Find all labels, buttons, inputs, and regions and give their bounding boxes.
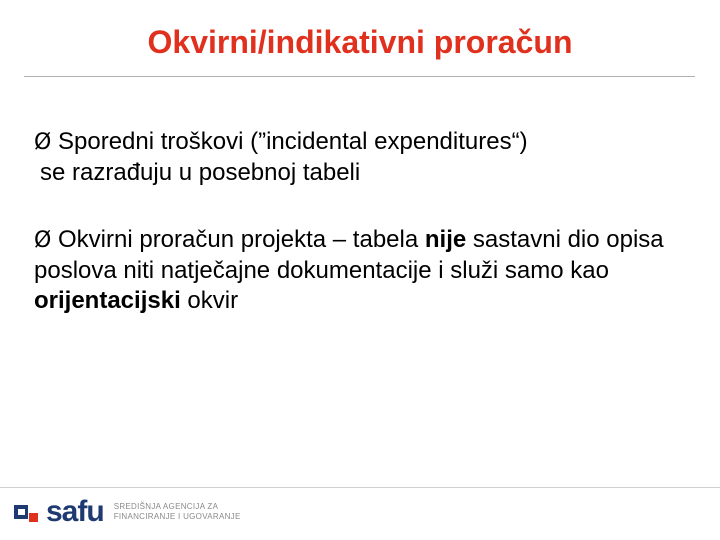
arrow-bullet-icon: Ø: [34, 130, 52, 155]
bullet-text-part2: sastavni dio opisa poslova niti natječajne dokumentacije i služi samo kao: [34, 226, 664, 284]
arrow-bullet-icon: Ø: [34, 228, 52, 253]
title-divider: [24, 76, 695, 77]
bullet-text-line1: Sporedni troškovi (”incidental expenditures“): [58, 128, 528, 155]
safu-logo-mark-icon: [14, 500, 40, 524]
slide-body: [34, 127, 674, 316]
logo-subtitle-line1: SREDIŠNJA AGENCIJA ZA: [113, 502, 219, 511]
safu-logo: [14, 497, 241, 527]
bullet-incidental-expenditures: [34, 127, 674, 188]
bullet-budget-orientation: [34, 225, 674, 316]
bullet-emphasis-orijentacijski: orijentacijski: [34, 287, 181, 314]
slide-title: Okvirni/indikativni proračun: [147, 24, 573, 60]
logo-subtitle: [114, 502, 241, 522]
bullet-text-part3: okvir: [180, 287, 239, 314]
logo-subtitle-line2: FINANCIRANJE I UGOVARANJE: [113, 512, 241, 521]
bullet-text-line2: se razrađuju u posebnoj tabeli: [40, 159, 361, 186]
footer-divider: [0, 487, 720, 488]
bullet-emphasis-nije: nije: [424, 226, 467, 253]
bullet-text-part1: Okvirni proračun projekta – tabela: [58, 226, 425, 253]
logo-wordmark: safu: [46, 495, 104, 528]
